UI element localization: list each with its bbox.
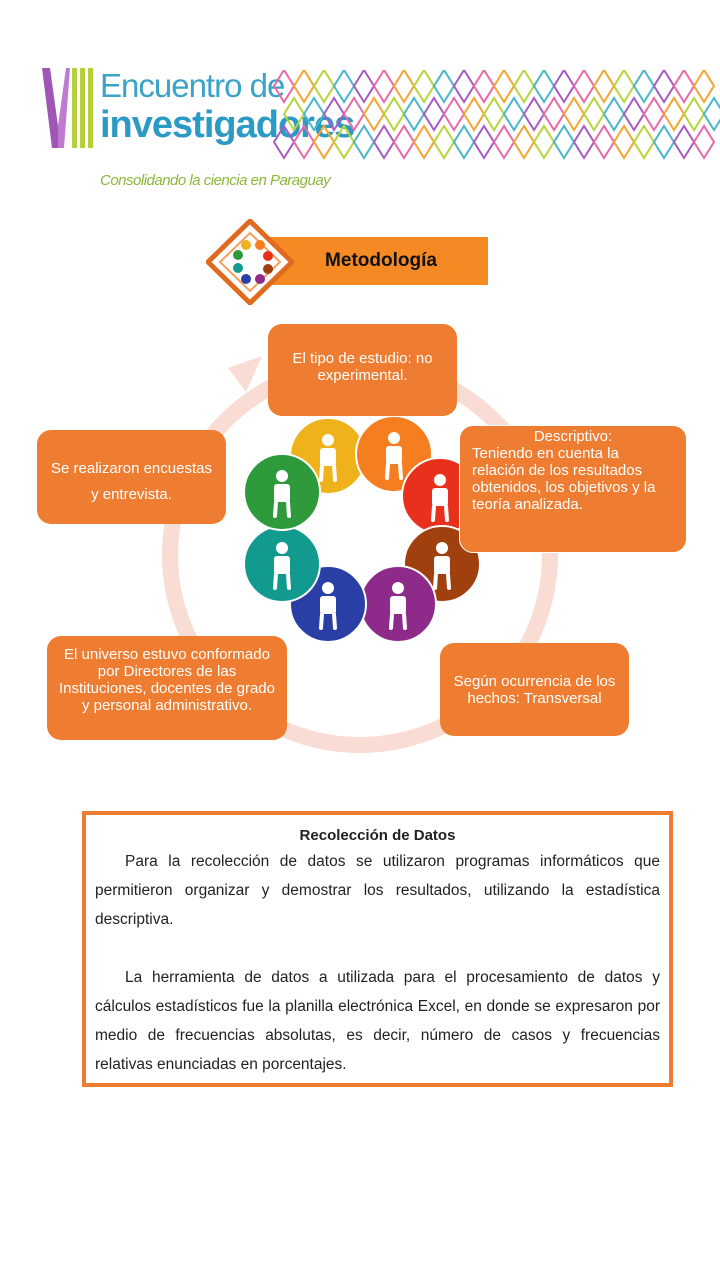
elderly-walker-icon [360,566,436,642]
roman-numeral-logo [42,66,94,150]
blind-person-icon [244,454,320,530]
cycle-box-surveys: Se realizaron encuestas y entrevista. [37,430,226,524]
section-title: Metodología [325,250,437,271]
cycle-box-universe: El universo estuvo conformado por Directores de las Instituciones, docentes de grado y personal administrativo. [47,636,287,740]
hearing-icon [244,526,320,602]
data-collection-title: Recolección de Datos [299,827,456,844]
logo-subtitle: Consolidando la ciencia en Paraguay [100,172,331,189]
cycle-box-transversal: Según ocurrencia de los hechos: Transversal [440,643,629,736]
data-collection-paragraph-2: La herramienta de datos a utilizada para el procesamiento de datos y cálculos estadísticos fue la planilla electrónica Excel, en donde se expresaron por medio de frecuencias absolutas, es decir, número de casos y frecuencias relativas enunciadas en porcentajes. [95,969,660,1073]
descriptive-heading: Descriptivo: [533,428,613,445]
cycle-box-descriptive [459,425,687,553]
decorative-pattern [272,70,720,160]
logo-title-line2: investigadores [100,104,355,146]
data-collection-box [82,811,673,1087]
data-collection-paragraph-1: Para la recolección de datos se utilizaron programas informáticos que permitieron organizar y demostrar los resultados, utilizando la estadística descriptiva. [95,853,660,928]
cycle-box-study-type: El tipo de estudio: no experimental. [268,324,457,416]
descriptive-body: Teniendo en cuenta la relación de los resultados obtenidos, los objetivos y la teoría analizada. [472,445,656,513]
logo-title-line1: Encuentro de [100,67,285,104]
